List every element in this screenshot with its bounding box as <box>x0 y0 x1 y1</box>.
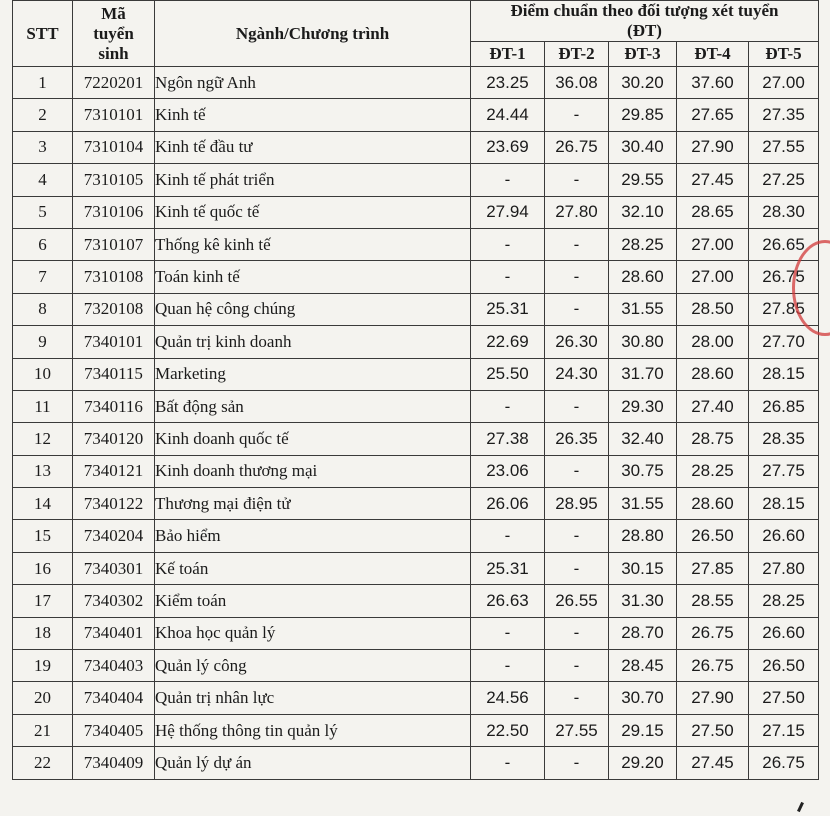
header-dt1: ĐT-1 <box>471 42 545 67</box>
row-score-dt4: 27.65 <box>677 99 749 131</box>
row-score-dt2: 26.75 <box>545 131 609 163</box>
admission-score-table <box>12 0 819 780</box>
header-dt2: ĐT-2 <box>545 42 609 67</box>
row-score-dt4: 27.50 <box>677 714 749 746</box>
row-score-dt3: 31.30 <box>609 585 677 617</box>
row-program-name: Quan hệ công chúng <box>155 293 471 325</box>
row-score-dt3: 29.85 <box>609 99 677 131</box>
row-program-name: Kinh doanh quốc tế <box>155 423 471 455</box>
row-score-dt2: - <box>545 617 609 649</box>
row-code: 7340405 <box>73 714 155 746</box>
table-row <box>13 358 819 390</box>
row-score-dt5: 28.15 <box>749 488 819 520</box>
row-score-dt5: 28.25 <box>749 585 819 617</box>
row-score-dt3: 28.80 <box>609 520 677 552</box>
row-score-dt4: 28.60 <box>677 488 749 520</box>
row-code: 7340401 <box>73 617 155 649</box>
table-row <box>13 488 819 520</box>
row-score-dt5: 26.50 <box>749 650 819 682</box>
row-score-dt4: 27.00 <box>677 228 749 260</box>
row-stt: 18 <box>13 617 73 649</box>
row-code: 7340101 <box>73 326 155 358</box>
row-score-dt1: - <box>471 617 545 649</box>
row-score-dt3: 30.15 <box>609 552 677 584</box>
table-row <box>13 520 819 552</box>
row-score-dt3: 28.60 <box>609 261 677 293</box>
row-score-dt3: 30.75 <box>609 455 677 487</box>
table-row <box>13 552 819 584</box>
header-dt3: ĐT-3 <box>609 42 677 67</box>
row-score-dt2: - <box>545 747 609 779</box>
row-stt: 7 <box>13 261 73 293</box>
row-score-dt4: 27.45 <box>677 164 749 196</box>
table-row <box>13 228 819 260</box>
row-score-dt1: 24.56 <box>471 682 545 714</box>
row-code: 7310107 <box>73 228 155 260</box>
row-program-name: Ngôn ngữ Anh <box>155 67 471 99</box>
row-score-dt1: 27.38 <box>471 423 545 455</box>
row-code: 7340301 <box>73 552 155 584</box>
row-program-name: Thống kê kinh tế <box>155 228 471 260</box>
row-program-name: Quản lý dự án <box>155 747 471 779</box>
row-score-dt4: 27.00 <box>677 261 749 293</box>
row-stt: 19 <box>13 650 73 682</box>
row-score-dt5: 26.60 <box>749 520 819 552</box>
header-stt: STT <box>13 1 73 67</box>
row-stt: 14 <box>13 488 73 520</box>
row-code: 7340122 <box>73 488 155 520</box>
row-stt: 8 <box>13 293 73 325</box>
row-score-dt3: 29.55 <box>609 164 677 196</box>
row-program-name: Kinh tế quốc tế <box>155 196 471 228</box>
row-score-dt3: 30.70 <box>609 682 677 714</box>
row-score-dt5: 27.85 <box>749 293 819 325</box>
row-score-dt1: - <box>471 390 545 422</box>
row-stt: 2 <box>13 99 73 131</box>
row-score-dt4: 27.45 <box>677 747 749 779</box>
row-program-name: Bất động sản <box>155 390 471 422</box>
row-score-dt1: - <box>471 747 545 779</box>
row-stt: 13 <box>13 455 73 487</box>
row-score-dt1: 25.31 <box>471 293 545 325</box>
row-program-name: Kinh tế đầu tư <box>155 131 471 163</box>
row-score-dt1: - <box>471 520 545 552</box>
row-score-dt1: 26.63 <box>471 585 545 617</box>
row-program-name: Quản trị nhân lực <box>155 682 471 714</box>
row-score-dt1: 25.50 <box>471 358 545 390</box>
row-score-dt5: 27.75 <box>749 455 819 487</box>
row-program-name: Quản trị kinh doanh <box>155 326 471 358</box>
row-score-dt4: 27.90 <box>677 682 749 714</box>
row-code: 7340121 <box>73 455 155 487</box>
row-score-dt2: 26.35 <box>545 423 609 455</box>
row-score-dt3: 29.30 <box>609 390 677 422</box>
row-code: 7340120 <box>73 423 155 455</box>
row-score-dt2: - <box>545 552 609 584</box>
row-score-dt4: 28.65 <box>677 196 749 228</box>
row-score-dt4: 26.50 <box>677 520 749 552</box>
row-code: 7340204 <box>73 520 155 552</box>
row-code: 7310104 <box>73 131 155 163</box>
row-program-name: Kế toán <box>155 552 471 584</box>
row-score-dt5: 27.80 <box>749 552 819 584</box>
row-score-dt5: 26.75 <box>749 261 819 293</box>
row-score-dt3: 31.55 <box>609 488 677 520</box>
row-score-dt3: 30.80 <box>609 326 677 358</box>
row-score-dt5: 27.35 <box>749 99 819 131</box>
row-code: 7340302 <box>73 585 155 617</box>
table-row <box>13 390 819 422</box>
row-program-name: Kinh doanh thương mại <box>155 455 471 487</box>
table-header <box>13 1 819 67</box>
row-score-dt1: 25.31 <box>471 552 545 584</box>
row-score-dt1: 22.50 <box>471 714 545 746</box>
row-stt: 21 <box>13 714 73 746</box>
row-score-dt2: - <box>545 455 609 487</box>
row-code: 7310101 <box>73 99 155 131</box>
row-score-dt4: 28.75 <box>677 423 749 455</box>
row-score-dt2: - <box>545 99 609 131</box>
row-score-dt4: 28.00 <box>677 326 749 358</box>
table-body <box>13 67 819 780</box>
row-score-dt1: 23.69 <box>471 131 545 163</box>
row-score-dt4: 27.85 <box>677 552 749 584</box>
row-score-dt4: 28.60 <box>677 358 749 390</box>
row-score-dt3: 29.20 <box>609 747 677 779</box>
row-score-dt1: 26.06 <box>471 488 545 520</box>
row-score-dt3: 30.20 <box>609 67 677 99</box>
row-score-dt5: 27.50 <box>749 682 819 714</box>
row-stt: 17 <box>13 585 73 617</box>
row-score-dt2: - <box>545 164 609 196</box>
row-stt: 12 <box>13 423 73 455</box>
table-row <box>13 423 819 455</box>
row-score-dt2: 36.08 <box>545 67 609 99</box>
header-score-group-line2: (ĐT) <box>627 21 662 40</box>
row-score-dt3: 28.25 <box>609 228 677 260</box>
row-stt: 11 <box>13 390 73 422</box>
table-row <box>13 326 819 358</box>
row-score-dt2: 28.95 <box>545 488 609 520</box>
header-code-line: sinh <box>98 43 129 63</box>
row-program-name: Thương mại điện tử <box>155 488 471 520</box>
row-score-dt2: - <box>545 228 609 260</box>
pen-mark <box>797 802 804 812</box>
row-score-dt2: 26.55 <box>545 585 609 617</box>
header-dt4: ĐT-4 <box>677 42 749 67</box>
row-score-dt3: 31.55 <box>609 293 677 325</box>
table-row <box>13 131 819 163</box>
row-score-dt5: 26.65 <box>749 228 819 260</box>
row-score-dt3: 28.45 <box>609 650 677 682</box>
row-score-dt5: 28.35 <box>749 423 819 455</box>
row-score-dt4: 27.40 <box>677 390 749 422</box>
row-score-dt1: 24.44 <box>471 99 545 131</box>
table-row <box>13 455 819 487</box>
row-score-dt3: 32.10 <box>609 196 677 228</box>
row-score-dt1: 23.25 <box>471 67 545 99</box>
row-stt: 4 <box>13 164 73 196</box>
row-code: 7310106 <box>73 196 155 228</box>
row-score-dt4: 27.90 <box>677 131 749 163</box>
row-score-dt5: 27.70 <box>749 326 819 358</box>
row-stt: 3 <box>13 131 73 163</box>
row-score-dt2: - <box>545 650 609 682</box>
table-row <box>13 67 819 99</box>
row-score-dt1: - <box>471 164 545 196</box>
row-code: 7320108 <box>73 293 155 325</box>
header-score-group-line1: Điểm chuẩn theo đối tượng xét tuyển <box>510 1 779 20</box>
row-score-dt1: - <box>471 228 545 260</box>
table-row <box>13 617 819 649</box>
table-row <box>13 747 819 779</box>
row-score-dt5: 27.25 <box>749 164 819 196</box>
row-score-dt4: 26.75 <box>677 650 749 682</box>
row-stt: 9 <box>13 326 73 358</box>
row-code: 7310105 <box>73 164 155 196</box>
header-code-line: Mã <box>101 3 126 23</box>
table-row <box>13 585 819 617</box>
table-row <box>13 196 819 228</box>
row-score-dt5: 26.85 <box>749 390 819 422</box>
row-stt: 10 <box>13 358 73 390</box>
row-score-dt2: 26.30 <box>545 326 609 358</box>
row-score-dt5: 28.30 <box>749 196 819 228</box>
row-score-dt2: - <box>545 682 609 714</box>
table-row <box>13 714 819 746</box>
header-code-line: tuyển <box>93 23 134 43</box>
row-score-dt4: 37.60 <box>677 67 749 99</box>
row-score-dt5: 26.60 <box>749 617 819 649</box>
row-program-name: Marketing <box>155 358 471 390</box>
header-program: Ngành/Chương trình <box>155 1 471 67</box>
row-program-name: Kinh tế <box>155 99 471 131</box>
row-score-dt3: 30.40 <box>609 131 677 163</box>
row-stt: 15 <box>13 520 73 552</box>
row-code: 7340409 <box>73 747 155 779</box>
table-row <box>13 293 819 325</box>
row-code: 7340404 <box>73 682 155 714</box>
row-score-dt4: 26.75 <box>677 617 749 649</box>
row-program-name: Khoa học quản lý <box>155 617 471 649</box>
row-score-dt1: - <box>471 261 545 293</box>
header-dt5: ĐT-5 <box>749 42 819 67</box>
row-score-dt1: 23.06 <box>471 455 545 487</box>
row-stt: 20 <box>13 682 73 714</box>
row-score-dt1: 22.69 <box>471 326 545 358</box>
table-row <box>13 164 819 196</box>
row-stt: 6 <box>13 228 73 260</box>
row-program-name: Kiểm toán <box>155 585 471 617</box>
row-score-dt2: 27.55 <box>545 714 609 746</box>
row-program-name: Kinh tế phát triển <box>155 164 471 196</box>
row-score-dt4: 28.25 <box>677 455 749 487</box>
row-score-dt3: 29.15 <box>609 714 677 746</box>
row-code: 7340115 <box>73 358 155 390</box>
row-score-dt3: 31.70 <box>609 358 677 390</box>
row-score-dt2: - <box>545 520 609 552</box>
row-score-dt5: 27.00 <box>749 67 819 99</box>
row-stt: 1 <box>13 67 73 99</box>
header-score-group <box>471 1 819 42</box>
row-score-dt5: 26.75 <box>749 747 819 779</box>
row-score-dt4: 28.55 <box>677 585 749 617</box>
row-score-dt4: 28.50 <box>677 293 749 325</box>
row-code: 7220201 <box>73 67 155 99</box>
row-program-name: Bảo hiểm <box>155 520 471 552</box>
row-stt: 22 <box>13 747 73 779</box>
row-program-name: Hệ thống thông tin quản lý <box>155 714 471 746</box>
row-score-dt1: 27.94 <box>471 196 545 228</box>
row-score-dt2: - <box>545 261 609 293</box>
row-score-dt3: 32.40 <box>609 423 677 455</box>
row-score-dt2: 27.80 <box>545 196 609 228</box>
row-score-dt2: - <box>545 390 609 422</box>
table-row <box>13 261 819 293</box>
row-score-dt3: 28.70 <box>609 617 677 649</box>
table-row <box>13 99 819 131</box>
row-stt: 5 <box>13 196 73 228</box>
row-code: 7340116 <box>73 390 155 422</box>
table-row <box>13 650 819 682</box>
row-score-dt1: - <box>471 650 545 682</box>
row-score-dt5: 27.55 <box>749 131 819 163</box>
row-program-name: Toán kinh tế <box>155 261 471 293</box>
row-score-dt5: 27.15 <box>749 714 819 746</box>
row-program-name: Quản lý công <box>155 650 471 682</box>
row-score-dt2: - <box>545 293 609 325</box>
row-code: 7310108 <box>73 261 155 293</box>
table-row <box>13 682 819 714</box>
row-stt: 16 <box>13 552 73 584</box>
row-score-dt5: 28.15 <box>749 358 819 390</box>
row-score-dt2: 24.30 <box>545 358 609 390</box>
row-code: 7340403 <box>73 650 155 682</box>
header-code <box>73 1 155 67</box>
